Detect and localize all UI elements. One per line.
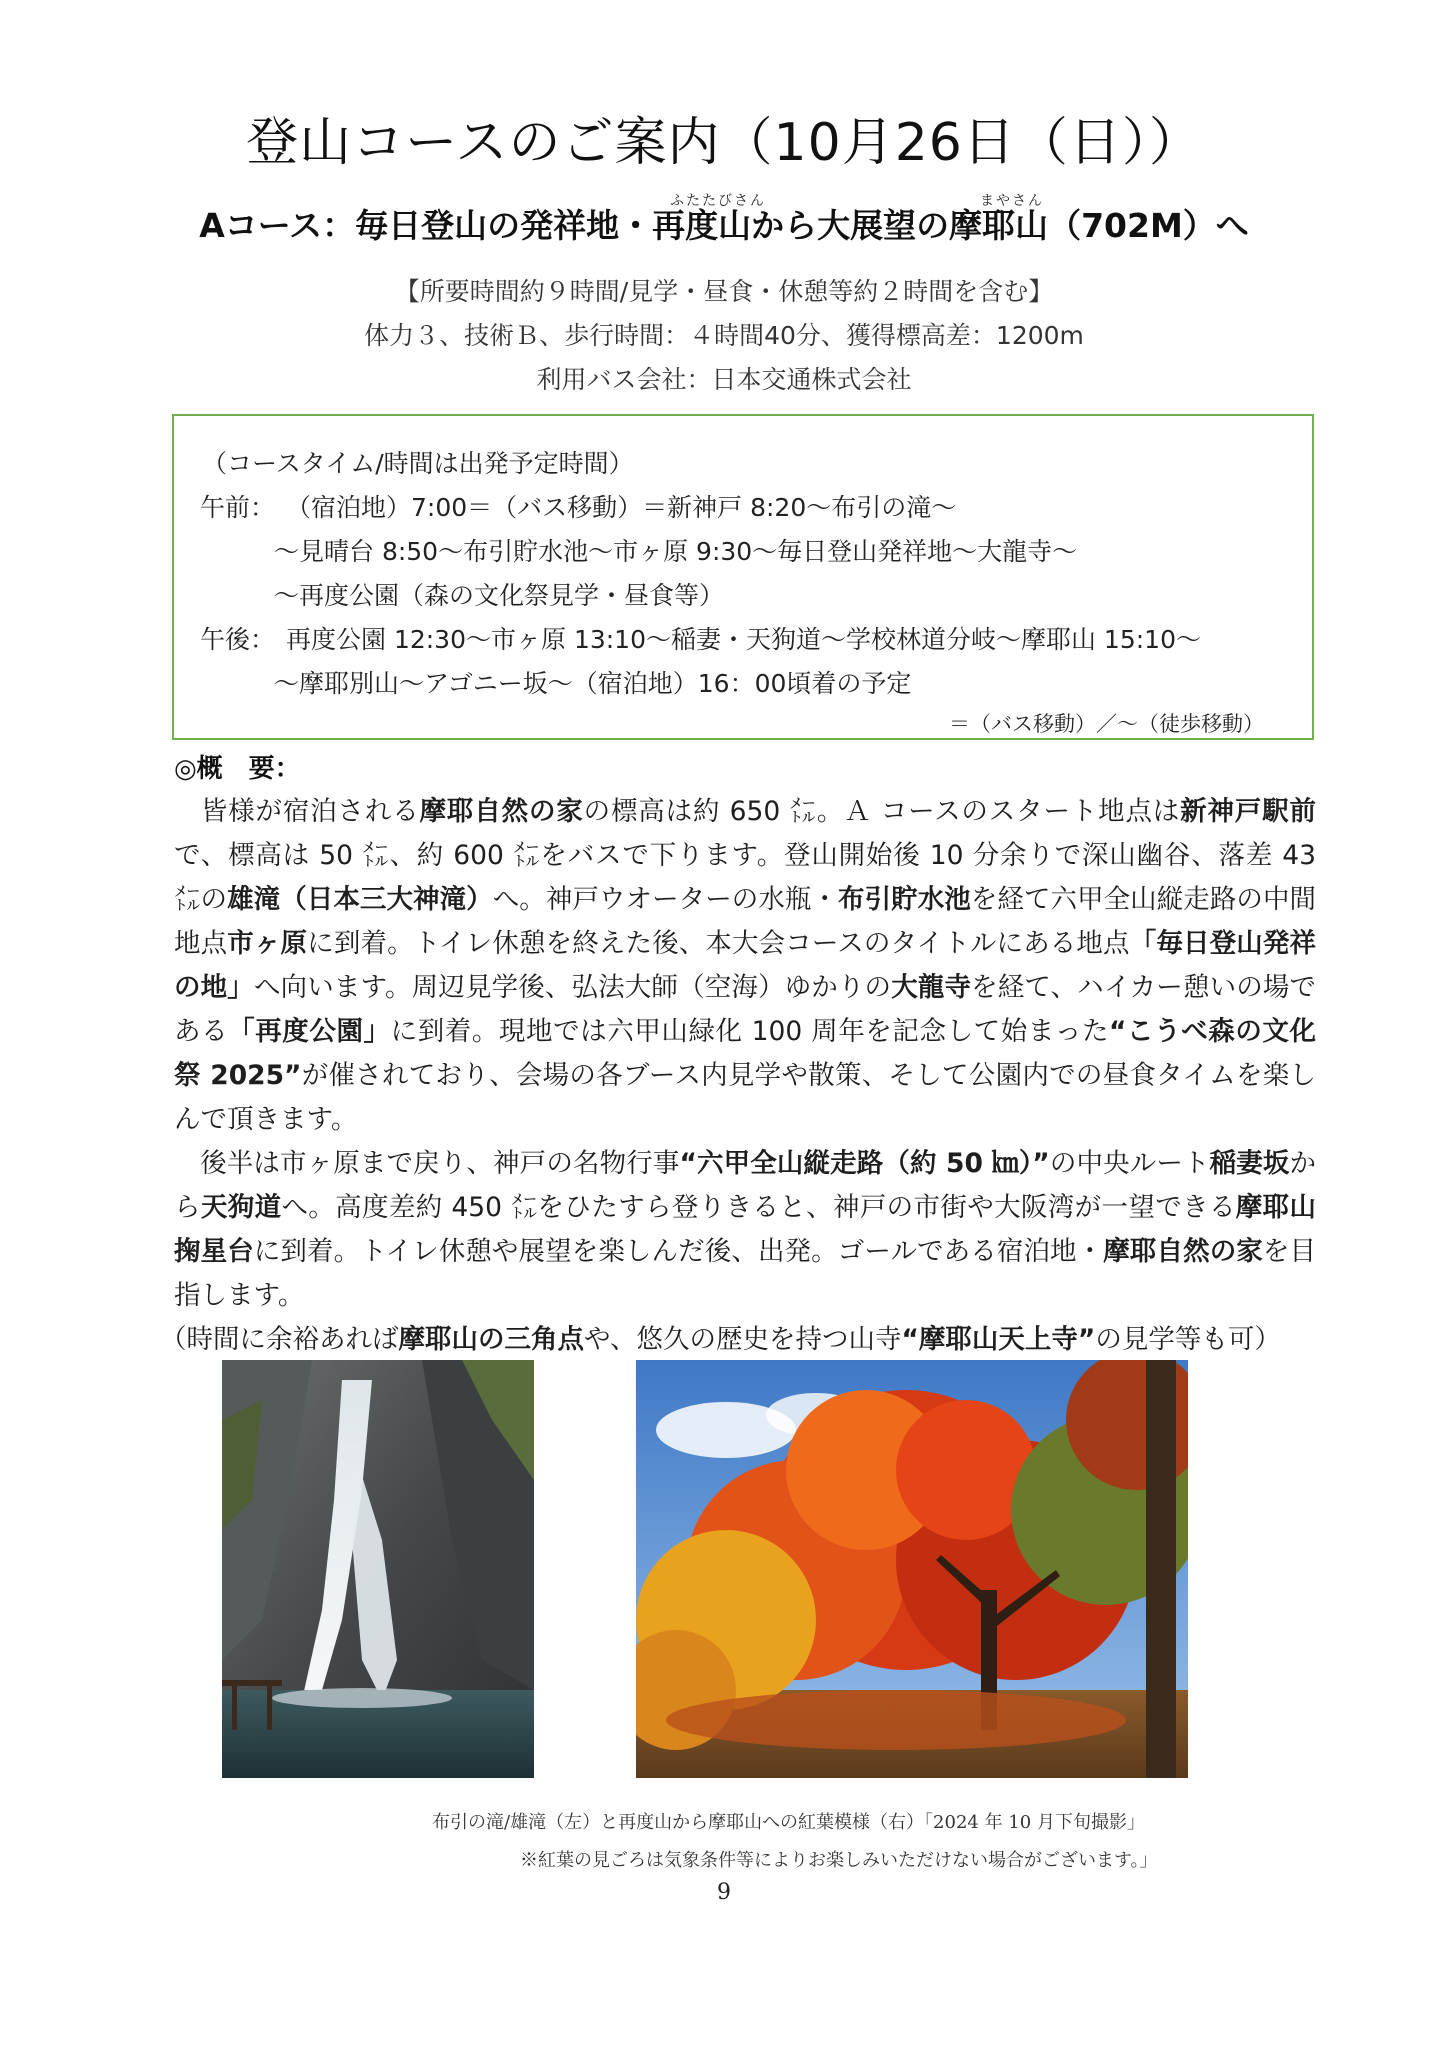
- highlight-text-p2_segments-1: “六甲全山縦走路（約 50 ㎞）”: [679, 1148, 1050, 1179]
- highlight-text-p3_segments-1: 摩耶山の三角点: [398, 1324, 584, 1355]
- highlight-text-p1_segments-11: 「毎日登山発祥の地」: [174, 928, 1317, 1003]
- transport-legend: ＝（バス移動）／～（徒歩移動）: [949, 712, 1264, 736]
- photo-caption-2: ※紅葉の見ごろは気象条件等によりお楽しみいただけない場合がございます。」: [520, 1850, 1158, 1871]
- highlight-text-p3_segments-3: “摩耶山天上寺”: [901, 1324, 1096, 1355]
- summary-body: [160, 790, 1317, 1362]
- body-text-p1_segments-0: 皆様が宿泊される: [200, 796, 420, 827]
- body-text-p2_segments-6: へ。高度差約 450 ㍍をひたすら登りきると、神戸の市街や大阪湾が一望できる: [281, 1192, 1236, 1223]
- body-text-p3_segments-4: の見学等も可）: [1095, 1324, 1281, 1355]
- info-bus-company: 利用バス会社：日本交通株式会社: [536, 365, 912, 394]
- body-text-p1_segments-6: へ。神戸ウオーターの水瓶・: [492, 884, 839, 915]
- morning-label: 午前：: [200, 493, 276, 522]
- ruby-futatabisan: ふたたびさん: [670, 193, 766, 209]
- morning-line-1: （宿泊地）7:00＝（バス移動）＝新神戸 8:20～布引の滝～: [286, 493, 957, 522]
- highlight-text-p1_segments-9: 市ヶ原: [227, 928, 308, 959]
- highlight-text-p1_segments-13: 大龍寺: [891, 972, 972, 1003]
- morning-line-2: ～見晴台 8:50～布引貯水池～市ヶ原 9:30～毎日登山発祥地～大龍寺～: [274, 537, 1078, 566]
- highlight-text-p2_segments-3: 稲妻坂: [1209, 1148, 1290, 1179]
- summary-heading: ◎概 要：: [174, 754, 301, 784]
- highlight-text-p1_segments-5: 雄滝（日本三大神滝）: [227, 884, 493, 915]
- body-text-p2_segments-4: から: [174, 1148, 1317, 1223]
- summary-paragraph-2: [174, 1142, 1316, 1318]
- body-text-p2_segments-2: の中央ルート: [1049, 1148, 1210, 1179]
- page-title: 登山コースのご案内（10月26日（日））: [246, 113, 1202, 173]
- course-subtitle: Aコース：毎日登山の発祥地・再度山から大展望の摩耶山（702M）へ: [199, 206, 1249, 245]
- afternoon-line-2: ～摩耶別山～アゴニー坂～（宿泊地）16：00頃着の予定: [274, 669, 912, 698]
- body-text-p1_segments-4: で、標高は 50 ㍍、約 600 ㍍をバスで下ります。登山開始後 10 分余りで深山幽谷、落差 43 ㍍の: [174, 840, 1316, 915]
- highlight-text-p2_segments-5: 天狗道: [200, 1192, 282, 1223]
- waterfall-image-icon: [222, 1360, 534, 1778]
- body-text-p2_segments-8: に到着。トイレ休憩や展望を楽しんだ後、出発。ゴールである宿泊地・: [253, 1236, 1104, 1267]
- waterfall-photo: [222, 1360, 534, 1778]
- summary-paragraph-1: [174, 790, 1316, 1142]
- page-number: 9: [717, 1880, 731, 1905]
- body-text-p3_segments-0: （時間に余裕あれば: [160, 1324, 399, 1355]
- course-time-heading: （コースタイム/時間は出発予定時間）: [202, 449, 634, 478]
- highlight-text-p1_segments-17: “こうべ森の文化祭 2025”: [174, 1016, 1316, 1091]
- photo-caption-1: 布引の滝/雄滝（左）と再度山から摩耶山への紅葉模様（右）「2024 年 10 月下旬撮影」: [432, 1812, 1145, 1833]
- highlight-text-p1_segments-7: 布引貯水池: [838, 884, 971, 915]
- body-text-p1_segments-18: が催されており、会場の各ブース内見学や散策、そして公園内での昼食タイムを楽しんで頂きます。: [174, 1060, 1316, 1135]
- ruby-mayasan: まやさん: [980, 193, 1044, 209]
- body-text-p1_segments-12: へ向います。周辺見学後、弘法大師（空海）ゆかりの: [253, 972, 892, 1003]
- highlight-text-p1_segments-1: 摩耶自然の家: [419, 796, 584, 827]
- info-duration: 【所要時間約９時間/見学・昼食・休憩等約２時間を含む】: [394, 277, 1054, 306]
- highlight-text-p1_segments-3: 新神戸駅前: [1180, 796, 1317, 827]
- afternoon-label: 午後：: [200, 625, 276, 654]
- autumn-leaves-image-icon: [636, 1360, 1188, 1778]
- body-text-p1_segments-2: の標高は約 650 ㍍。Ａ コースのスタート地点は: [583, 796, 1181, 827]
- highlight-text-p2_segments-9: 摩耶自然の家: [1103, 1236, 1263, 1267]
- course-time-box: [172, 414, 1314, 740]
- info-difficulty: 体力３、技術Ｂ、歩行時間：４時間40分、獲得標高差：1200m: [364, 321, 1084, 350]
- body-text-p2_segments-10: を目指します。: [174, 1236, 1317, 1311]
- autumn-maple-photo: [636, 1360, 1188, 1778]
- summary-paragraph-3: [160, 1318, 1316, 1362]
- body-text-p1_segments-8: を経て六甲全山縦走路の中間地点: [174, 884, 1317, 959]
- highlight-text-p2_segments-7: 摩耶山掬星台: [174, 1192, 1317, 1267]
- highlight-text-p1_segments-15: 「再度公園」: [228, 1016, 391, 1047]
- body-text-p1_segments-10: に到着。トイレ休憩を終えた後、本大会コースのタイトルにある地点: [307, 928, 1130, 959]
- afternoon-line-1: 再度公園 12:30～市ヶ原 13:10～稲妻・天狗道～学校林道分岐～摩耶山 15:10～: [286, 625, 1201, 654]
- morning-line-3: ～再度公園（森の文化祭見学・昼食等）: [274, 581, 725, 610]
- body-text-p2_segments-0: 後半は市ヶ原まで戻り、神戸の名物行事: [200, 1148, 680, 1179]
- body-text-p1_segments-14: を経て、ハイカー憩いの場である: [174, 972, 1317, 1047]
- body-text-p3_segments-2: や、悠久の歴史を持つ山寺: [584, 1324, 902, 1355]
- body-text-p1_segments-16: に到着。現地では六甲山緑化 100 周年を記念して始まった: [390, 1016, 1110, 1047]
